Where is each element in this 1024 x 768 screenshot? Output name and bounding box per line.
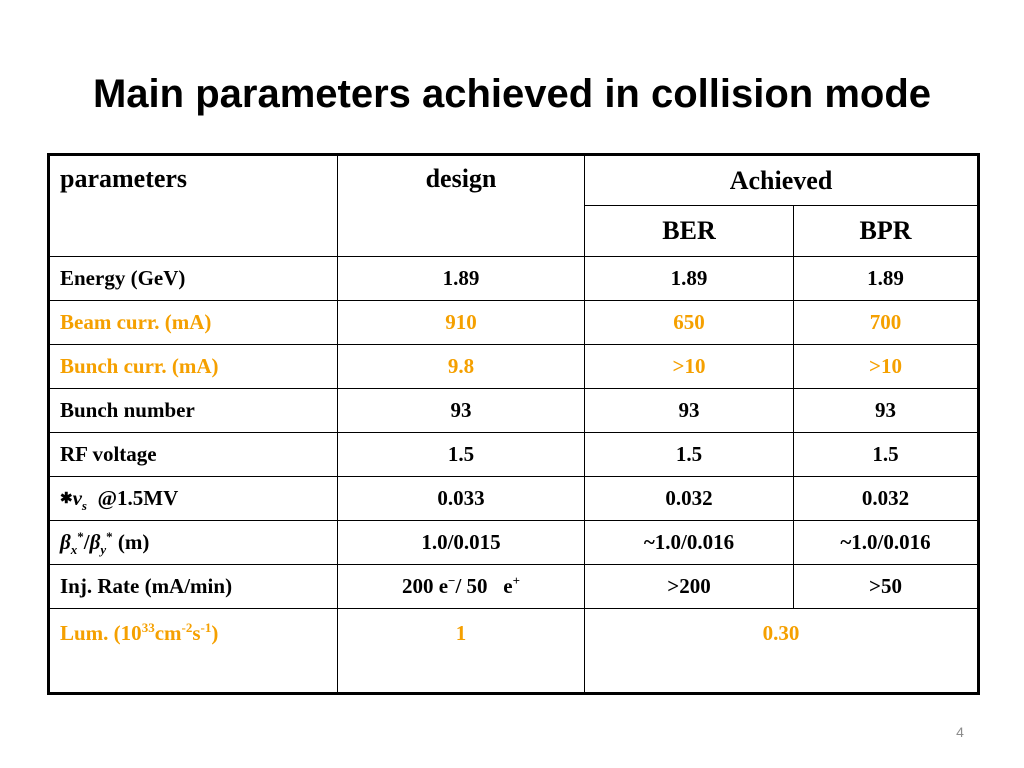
header-bpr: BPR — [794, 206, 979, 257]
ber-value: ~1.0/0.016 — [585, 521, 794, 565]
table-header-row — [49, 155, 979, 206]
design-value: 1.0/0.015 — [338, 521, 585, 565]
lum-cm: cm — [154, 621, 182, 645]
beta-symbol: β — [60, 530, 71, 554]
table-row-bunch-current — [49, 345, 979, 389]
bpr-value: >10 — [794, 345, 979, 389]
table-row-rf-voltage — [49, 433, 979, 477]
header-design: design — [338, 155, 585, 257]
star-superscript-2: * — [106, 529, 113, 544]
plus-superscript: + — [512, 573, 521, 588]
param-label: Inj. Rate (mA/min) — [49, 565, 338, 609]
beta-x-subscript: x — [70, 542, 78, 558]
exp-33: 33 — [141, 620, 155, 635]
design-value: 93 — [338, 389, 585, 433]
param-label — [49, 609, 338, 694]
design-positron: / 50 e — [455, 574, 513, 598]
lum-close: ) — [211, 621, 219, 645]
star-superscript: * — [77, 529, 84, 544]
header-achieved: Achieved — [585, 155, 979, 206]
beta-y-subscript: y — [100, 542, 107, 558]
parameters-table — [47, 153, 980, 695]
table-row-beam-current — [49, 301, 979, 345]
table-row-injection-rate — [49, 565, 979, 609]
exp-minus-1: -1 — [200, 620, 212, 635]
bpr-value: >50 — [794, 565, 979, 609]
param-label: Bunch curr. (mA) — [49, 345, 338, 389]
slash: / — [83, 530, 90, 554]
ber-value: 93 — [585, 389, 794, 433]
lum-prefix: Lum. (10 — [60, 621, 142, 645]
table-row-energy — [49, 257, 979, 301]
bpr-value: 1.89 — [794, 257, 979, 301]
bpr-value: 93 — [794, 389, 979, 433]
asterisk-icon: ✱ — [60, 491, 73, 507]
ber-value: >200 — [585, 565, 794, 609]
bpr-value: 0.032 — [794, 477, 979, 521]
design-value — [338, 565, 585, 609]
exp-minus-2: -2 — [181, 620, 193, 635]
achieved-value-merged: 0.30 — [585, 609, 979, 694]
header-parameters: parameters — [49, 155, 338, 257]
design-value: 9.8 — [338, 345, 585, 389]
header-ber: BER — [585, 206, 794, 257]
param-label: Energy (GeV) — [49, 257, 338, 301]
ber-value: 650 — [585, 301, 794, 345]
bpr-value: 700 — [794, 301, 979, 345]
bpr-value: ~1.0/0.016 — [794, 521, 979, 565]
table-row-luminosity — [49, 609, 979, 694]
param-label: RF voltage — [49, 433, 338, 477]
ber-value: 1.89 — [585, 257, 794, 301]
page-number: 4 — [956, 724, 964, 740]
table-row-bunch-number — [49, 389, 979, 433]
design-electron: 200 e — [401, 574, 449, 598]
param-label — [49, 521, 338, 565]
table-row-beta-star — [49, 521, 979, 565]
nu-subscript: s — [81, 498, 87, 514]
design-value: 0.033 — [338, 477, 585, 521]
design-value: 1 — [338, 609, 585, 694]
minus-superscript: − — [448, 573, 456, 588]
ber-value: 0.032 — [585, 477, 794, 521]
param-suffix: @1.5MV — [97, 486, 179, 510]
bpr-value: 1.5 — [794, 433, 979, 477]
design-value: 910 — [338, 301, 585, 345]
param-unit: (m) — [117, 530, 150, 554]
beta-symbol-2: β — [89, 530, 101, 554]
table-row-tune-spread — [49, 477, 979, 521]
param-label — [49, 477, 338, 521]
design-value: 1.5 — [338, 433, 585, 477]
design-value: 1.89 — [338, 257, 585, 301]
slide-title: Main parameters achieved in collision mode — [92, 72, 932, 116]
nu-symbol: ν — [72, 486, 82, 510]
ber-value: >10 — [585, 345, 794, 389]
param-label: Beam curr. (mA) — [49, 301, 338, 345]
param-label: Bunch number — [49, 389, 338, 433]
lum-s: s — [192, 621, 201, 645]
ber-value: 1.5 — [585, 433, 794, 477]
